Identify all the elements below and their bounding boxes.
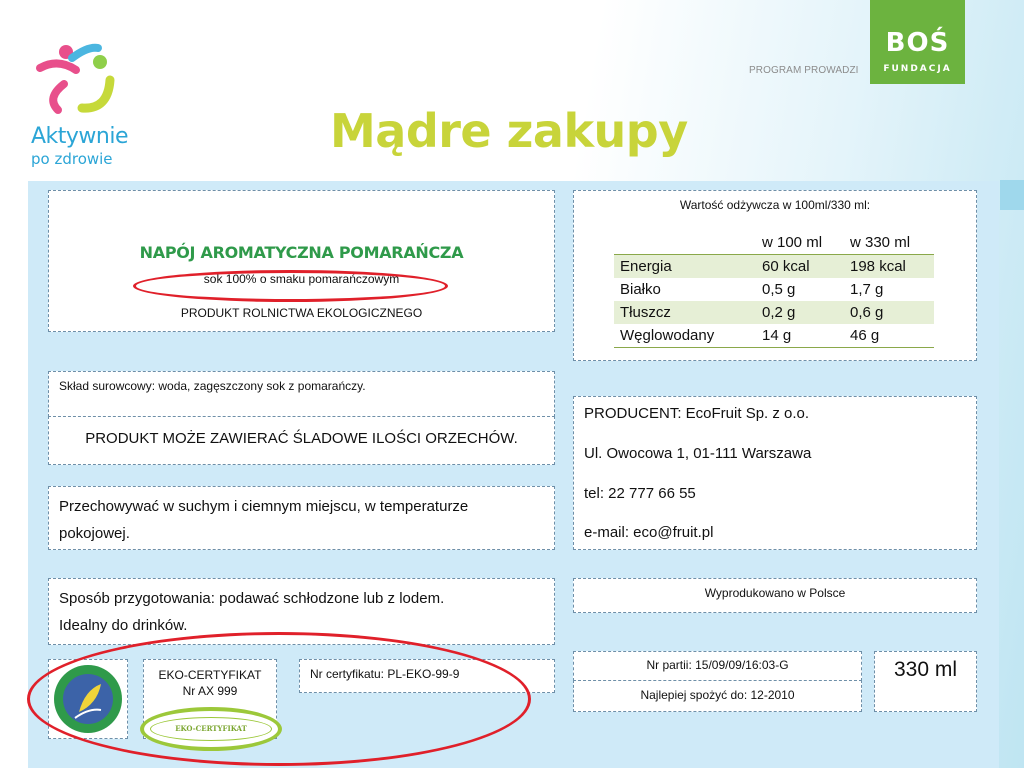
storage-line1: Przechowywać w suchym i ciemnym miejscu, w temperaturze <box>59 498 469 515</box>
nutrition-cell: 0,2 g <box>756 301 844 324</box>
bos-name: BOŚ <box>885 28 950 58</box>
nutrition-row <box>614 301 934 324</box>
nutrition-cell: 46 g <box>844 324 934 348</box>
batch-box <box>573 651 862 681</box>
certificate-number: Nr certyfikatu: PL-EKO-99-9 <box>310 667 460 681</box>
batch-text: Nr partii: 15/09/09/16:03-G <box>646 658 789 672</box>
nutrition-cell: Białko <box>620 281 661 298</box>
nutrition-table <box>614 231 934 348</box>
eco-label: PRODUKT ROLNICTWA EKOLOGICZNEGO <box>180 306 423 320</box>
product-subtitle: sok 100% o smaku pomarańczowym <box>203 272 400 286</box>
nutrition-row <box>614 324 934 348</box>
allergen-text: PRODUKT MOŻE ZAWIERAĆ ŚLADOWE ILOŚCI ORZECHÓW. <box>85 430 518 447</box>
certificate-highlight-oval <box>27 632 531 766</box>
nutrition-cell: Energia <box>614 255 756 279</box>
people-logo-icon <box>28 40 148 130</box>
subtitle-highlight-oval <box>133 270 448 302</box>
storage-box <box>48 486 555 550</box>
nutrition-row <box>614 278 934 301</box>
origin-box <box>573 578 977 613</box>
origin-text: Wyprodukowano w Polsce <box>704 586 846 600</box>
nutrition-cell: 60 kcal <box>756 255 844 279</box>
nutrition-title: Wartość odżywcza w 100ml/330 ml: <box>679 198 871 212</box>
allergen-box <box>48 416 555 465</box>
preparation-text <box>59 585 444 639</box>
storage-text <box>59 493 468 547</box>
preparation-line1: Sposób przygotowania: podawać schłodzone lub z lodem. <box>59 590 445 607</box>
nutrition-header-row <box>614 231 934 255</box>
bos-fundacja-logo <box>870 0 965 84</box>
nutrition-cell: Węglowodany <box>614 324 756 348</box>
nutrition-header-cell: w 330 ml <box>844 231 934 255</box>
storage-line2: pokojowej. <box>59 525 130 542</box>
nutrition-box <box>573 190 977 361</box>
best-before-box <box>573 680 862 712</box>
program-label: PROGRAM PROWADZI <box>749 65 859 76</box>
producer-name: PRODUCENT: EcoFruit Sp. z o.o. <box>584 405 810 422</box>
eco-certificate-line2: Nr AX 999 <box>182 684 238 698</box>
nutrition-header-cell <box>614 231 756 255</box>
nutrition-cell: Tłuszcz <box>614 301 756 324</box>
logo-text-line1: Aktywnie <box>31 124 129 149</box>
volume-text: 330 ml <box>893 658 958 681</box>
nutrition-row <box>614 255 934 279</box>
ingredients-text: Skład surowcowy: woda, zagęszczony sok z pomarańczy. <box>59 379 366 393</box>
best-before-text: Najlepiej spożyć do: 12-2010 <box>640 688 795 702</box>
producer-tel: tel: 22 777 66 55 <box>584 485 696 502</box>
nutrition-header-cell: w 100 ml <box>756 231 844 255</box>
volume-box <box>874 651 977 712</box>
stamp-text: EKO-CERTYFIKAT <box>175 724 247 733</box>
product-name: NAPÓJ AROMATYCZNA POMARAŃCZA <box>139 243 464 262</box>
bos-sub: FUNDACJA <box>883 64 952 74</box>
page-title: Mądre zakupy <box>330 104 688 158</box>
nutrition-cell: 1,7 g <box>850 281 884 298</box>
nutrition-cell: 0,6 g <box>844 301 934 324</box>
nutrition-cell: 198 kcal <box>844 255 934 279</box>
producer-address: Ul. Owocowa 1, 01-111 Warszawa <box>584 445 812 462</box>
producer-box <box>573 396 977 550</box>
logo-text-line2: po zdrowie <box>31 150 113 168</box>
decorative-strip <box>1000 180 1024 210</box>
preparation-line2: Idealny do drinków. <box>59 617 188 634</box>
producer-email: e-mail: eco@fruit.pl <box>584 524 714 541</box>
nutrition-cell: 14 g <box>756 324 844 348</box>
eco-certificate-line1: EKO-CERTYFIKAT <box>158 668 262 682</box>
nutrition-cell: 0,5 g <box>762 281 796 298</box>
ingredients-box <box>48 371 555 417</box>
product-name-box <box>48 190 555 332</box>
